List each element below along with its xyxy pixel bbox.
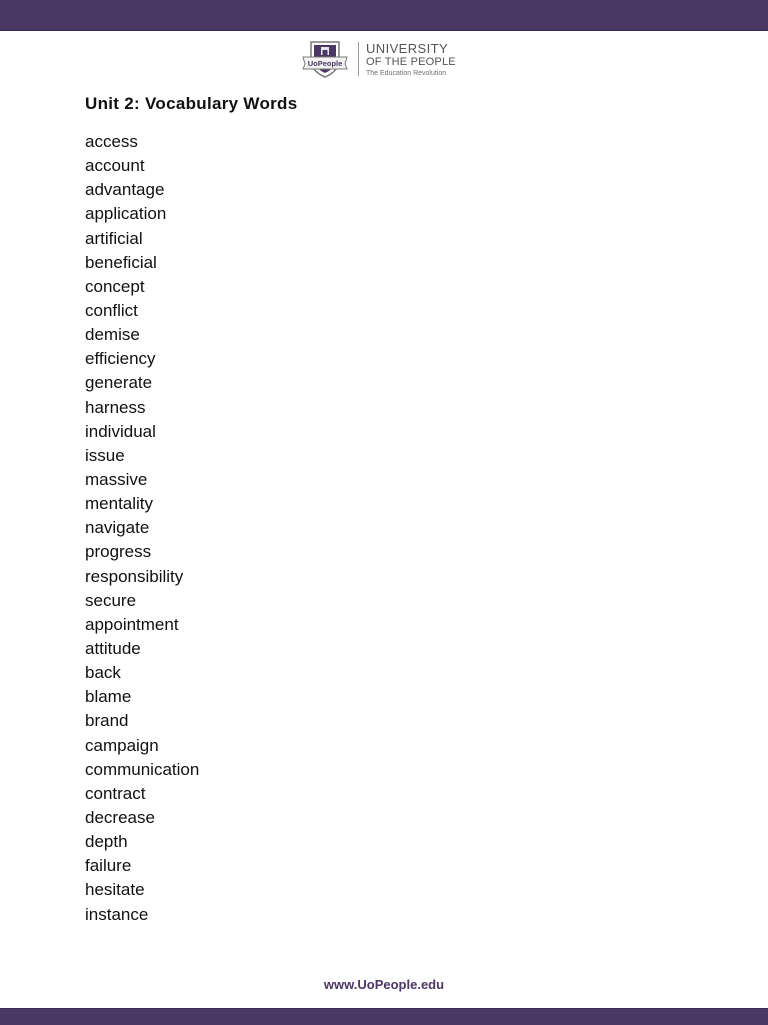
page-title: Unit 2: Vocabulary Words	[85, 94, 298, 113]
vocabulary-word: advantage	[85, 180, 165, 200]
vocabulary-word: failure	[85, 856, 132, 876]
vocabulary-word: individual	[85, 421, 156, 441]
top-banner-bar	[0, 0, 768, 31]
vocabulary-word: issue	[85, 445, 125, 465]
university-logo	[302, 40, 456, 78]
vocabulary-word: brand	[85, 711, 129, 731]
vocabulary-word: efficiency	[85, 349, 156, 369]
logo-wordmark	[366, 42, 456, 77]
vocabulary-word: mentality	[85, 494, 154, 514]
logo-badge-text: UoPeople	[307, 59, 343, 68]
vocabulary-word: concept	[85, 276, 145, 296]
vocabulary-word: appointment	[85, 614, 179, 634]
vocabulary-word: navigate	[85, 518, 150, 538]
vocabulary-word: responsibility	[85, 566, 184, 586]
vocabulary-list	[85, 130, 199, 927]
vocabulary-word: harness	[85, 397, 146, 417]
vocabulary-word: access	[85, 132, 138, 151]
vocabulary-word: depth	[85, 832, 128, 852]
vocabulary-word: generate	[85, 373, 153, 393]
logo-line-university: UNIVERSITY	[366, 40, 449, 56]
logo-line-of-the-people: OF THE PEOPLE	[366, 55, 456, 68]
logo-divider	[358, 42, 359, 76]
footer-website-link[interactable]: www.UoPeople.edu	[323, 977, 445, 992]
vocabulary-word: conflict	[85, 300, 138, 320]
vocabulary-word: campaign	[85, 735, 159, 755]
vocabulary-word: account	[85, 156, 145, 176]
vocabulary-word: blame	[85, 687, 132, 707]
vocabulary-word: artificial	[85, 228, 143, 248]
vocabulary-word: progress	[85, 542, 152, 562]
vocabulary-word: decrease	[85, 807, 155, 827]
logo-tagline: The Education Revolution	[366, 69, 447, 77]
vocabulary-word: hesitate	[85, 880, 145, 900]
vocabulary-word: contract	[85, 783, 146, 803]
vocabulary-word: secure	[85, 590, 137, 610]
vocabulary-word: massive	[85, 469, 148, 489]
vocabulary-word: beneficial	[85, 252, 157, 272]
shield-crest-icon	[302, 40, 348, 78]
bottom-banner-bar	[0, 1008, 768, 1025]
vocabulary-word: communication	[85, 759, 200, 779]
vocabulary-word: back	[85, 663, 121, 683]
vocabulary-word: demise	[85, 325, 140, 345]
vocabulary-word: instance	[85, 904, 149, 924]
vocabulary-word: application	[85, 204, 167, 224]
vocabulary-word: attitude	[85, 638, 141, 658]
